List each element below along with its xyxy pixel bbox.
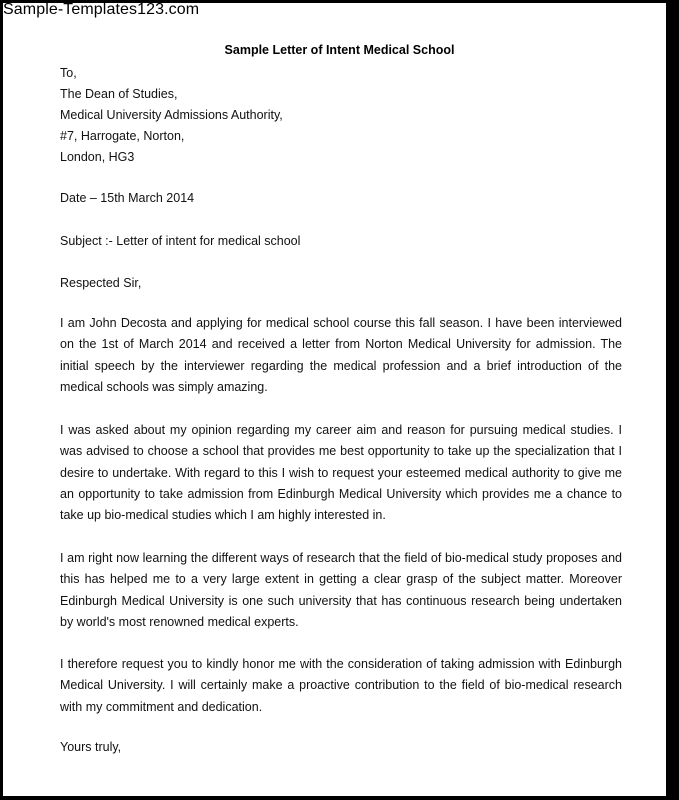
letter-salutation: Respected Sir,	[60, 276, 142, 290]
address-line: London, HG3	[60, 150, 135, 164]
address-line: The Dean of Studies,	[60, 87, 178, 101]
body-paragraph-1: I am John Decosta and applying for medical school course this fall season. I have been interviewed on the 1st of March 2014 and received a letter from Norton Medical University for admission. The initial speech by the interviewer regarding the medical profession and a brief introduction of the medical schools was simply amazing.	[60, 316, 622, 394]
letter-date: Date – 15th March 2014	[60, 191, 195, 205]
address-line: Medical University Admissions Authority,	[60, 108, 283, 122]
address-line: #7, Harrogate, Norton,	[60, 129, 185, 143]
address-line: To,	[60, 66, 77, 80]
letter-closing: Yours truly,	[60, 740, 122, 754]
recipient-address	[60, 63, 283, 168]
body-paragraph-2: I was asked about my opinion regarding my career aim and reason for pursuing medical studies. I was advised to choose a school that provides me best opportunity to take up the specialization that I desire to undertake. With regard to this I wish to request your esteemed medical authority to give me an opportunity to take admission from Edinburgh Medical University which provides me a chance to take up bio-medical studies which I am highly interested in.	[60, 423, 622, 523]
site-watermark: Sample-Templates123.com	[3, 1, 200, 18]
body-paragraph-3: I am right now learning the different ways of research that the field of bio-medical study proposes and this has helped me to a very large extent in getting a clear grasp of the subject matter. Moreover Edinburgh Medical University is one such university that has continuous research being undertaken by world's most renowned medical experts.	[60, 551, 622, 629]
letter-title: Sample Letter of Intent Medical School	[224, 43, 455, 57]
letter-subject: Subject :- Letter of intent for medical school	[60, 234, 301, 248]
body-paragraph-4: I therefore request you to kindly honor me with the consideration of taking admission with Edinburgh Medical University. I will certainly make a proactive contribution to the field of bio-medical research with my commitment and dedication.	[60, 657, 622, 714]
